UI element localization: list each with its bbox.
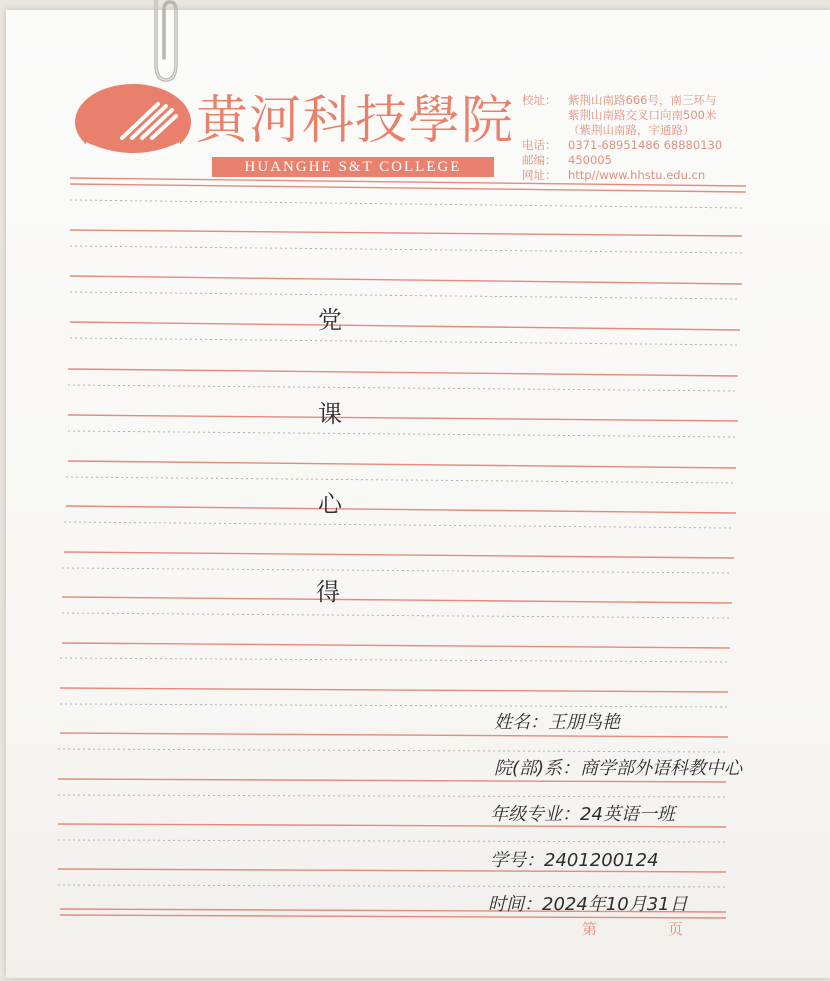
contact-label: 电话：: [522, 138, 557, 152]
submission-date: 时间：2024年10月31日: [488, 894, 688, 915]
contact-label: 邮编：: [522, 153, 557, 167]
contact-row: [522, 168, 762, 183]
student-id: 学号：2401200124: [490, 850, 659, 871]
contact-row: [522, 123, 762, 138]
contact-value: 紫荆山南路交叉口向南500米: [568, 108, 717, 122]
contact-value: （紫荆山南路，宇通路）: [568, 123, 695, 137]
contact-label: [522, 123, 568, 138]
paper-clip-icon: [148, 0, 184, 84]
page-suffix: 页: [668, 920, 684, 938]
title-char: 课: [318, 400, 342, 428]
contact-label: 网址：: [522, 168, 557, 182]
contact-row: [522, 153, 762, 168]
college-logo-icon: [72, 80, 194, 162]
student-major: 年级专业：24英语一班: [490, 804, 675, 825]
contact-label: [522, 108, 568, 123]
contact-value: 450005: [568, 153, 612, 167]
contact-value: 0371-68951486 68880130: [568, 138, 723, 152]
contact-value: 紫荆山南路666号，南三环与: [568, 93, 717, 107]
contact-row: [522, 108, 762, 123]
contact-row: [522, 138, 762, 153]
title-char: 心: [318, 490, 342, 518]
contact-label: 校址：: [522, 93, 557, 107]
contact-block: [522, 93, 762, 183]
contact-row: [522, 93, 762, 108]
contact-value: http//www.hhstu.edu.cn: [568, 168, 706, 182]
title-char: 党: [318, 306, 342, 334]
college-name: 黄河科技學院: [196, 91, 515, 151]
title-char: 得: [316, 578, 340, 606]
student-department: 院(部)系：商学部外语科教中心: [494, 758, 743, 779]
college-name-en: HUANGHE S&T COLLEGE: [212, 157, 494, 177]
page-prefix: 第: [582, 920, 598, 938]
student-name: 姓名：王朋鸟艳: [494, 712, 620, 733]
